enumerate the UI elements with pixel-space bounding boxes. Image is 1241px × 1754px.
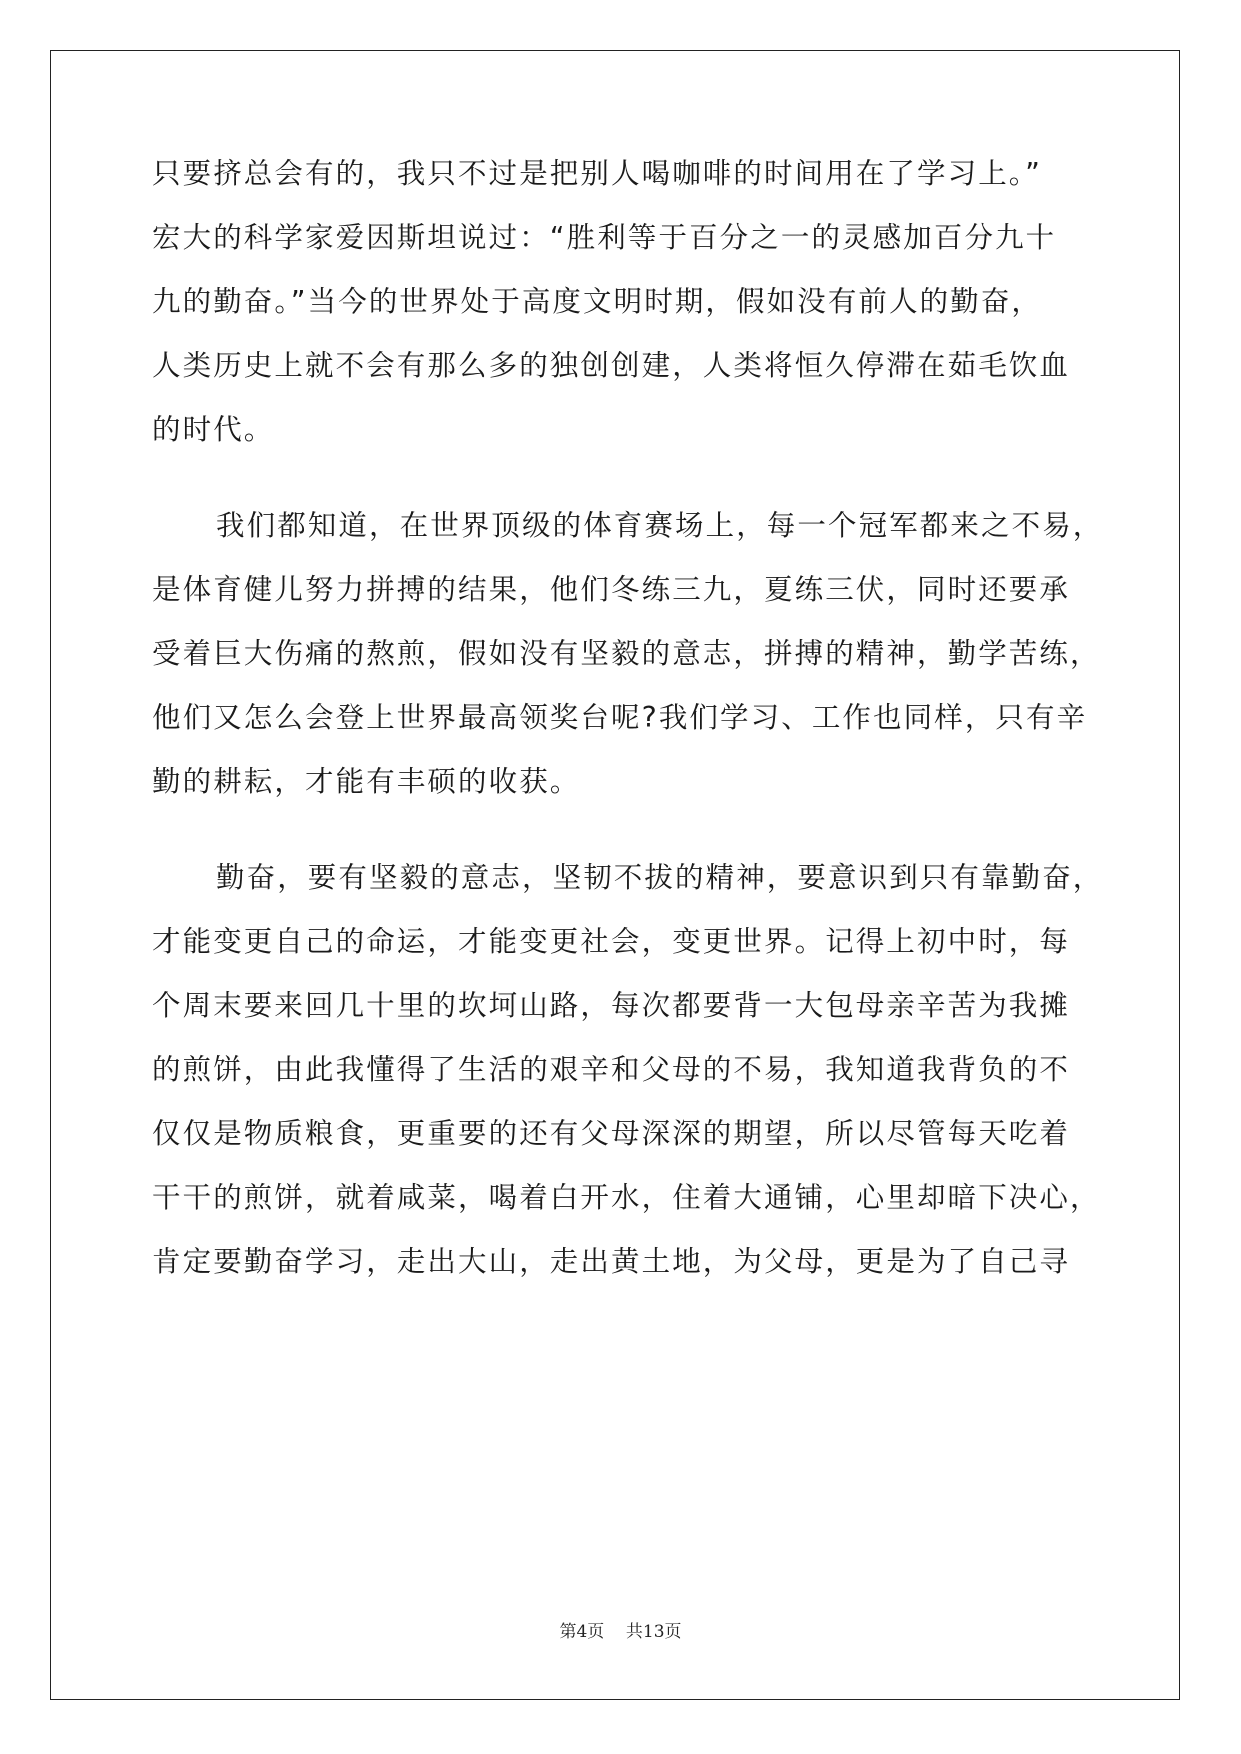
text-line: 我们都知道，在世界顶级的体育赛场上，每一个冠军都来之不易， (216, 509, 1104, 542)
text-line: 才能变更自己的命运，才能变更社会，变更世界。记得上初中时，每 (152, 925, 1071, 958)
text-line: 受着巨大伤痛的熬煎，假如没有坚毅的意志，拼搏的精神，勤学苦练， (152, 637, 1101, 670)
text-line: 勤奋，要有坚毅的意志，坚韧不拔的精神，要意识到只有靠勤奋， (216, 861, 1104, 894)
text-line: 的时代。 (152, 413, 275, 446)
text-line: 他们又怎么会登上世界最高领奖台呢?我们学习、工作也同样，只有辛 (152, 701, 1088, 734)
text-line: 干干的煎饼，就着咸菜，喝着白开水，住着大通铺，心里却暗下决心， (152, 1181, 1101, 1214)
text-line: 九的勤奋。”当今的世界处于高度文明时期，假如没有前人的勤奋， (152, 285, 1043, 318)
text-line: 只要挤总会有的，我只不过是把别人喝咖啡的时间用在了学习上。” (152, 157, 1043, 190)
page-number: 第4页 (559, 1622, 605, 1642)
page-footer (0, 1617, 1241, 1642)
text-line: 宏大的科学家爱因斯坦说过：“胜利等于百分之一的灵感加百分九十 (152, 221, 1057, 254)
text-line: 人类历史上就不会有那么多的独创创建，人类将恒久停滞在茹毛饮血 (152, 349, 1071, 382)
paragraph (152, 150, 1092, 470)
text-line: 肯定要勤奋学习，走出大山，走出黄土地，为父母，更是为了自己寻 (152, 1245, 1071, 1278)
text-line: 是体育健儿努力拼搏的结果，他们冬练三九，夏练三伏，同时还要承 (152, 573, 1071, 606)
text-line: 勤的耕耘，才能有丰硕的收获。 (152, 765, 581, 798)
paragraph (152, 854, 1104, 1302)
text-line: 的煎饼，由此我懂得了生活的艰辛和父母的不易，我知道我背负的不 (152, 1053, 1071, 1086)
document-body (152, 150, 1104, 1302)
text-line: 仅仅是物质粮食，更重要的还有父母深深的期望，所以尽管每天吃着 (152, 1117, 1071, 1150)
paragraph (152, 502, 1104, 822)
text-line: 个周末要来回几十里的坎坷山路，每次都要背一大包母亲辛苦为我摊 (152, 989, 1071, 1022)
page-total: 共13页 (625, 1622, 682, 1642)
